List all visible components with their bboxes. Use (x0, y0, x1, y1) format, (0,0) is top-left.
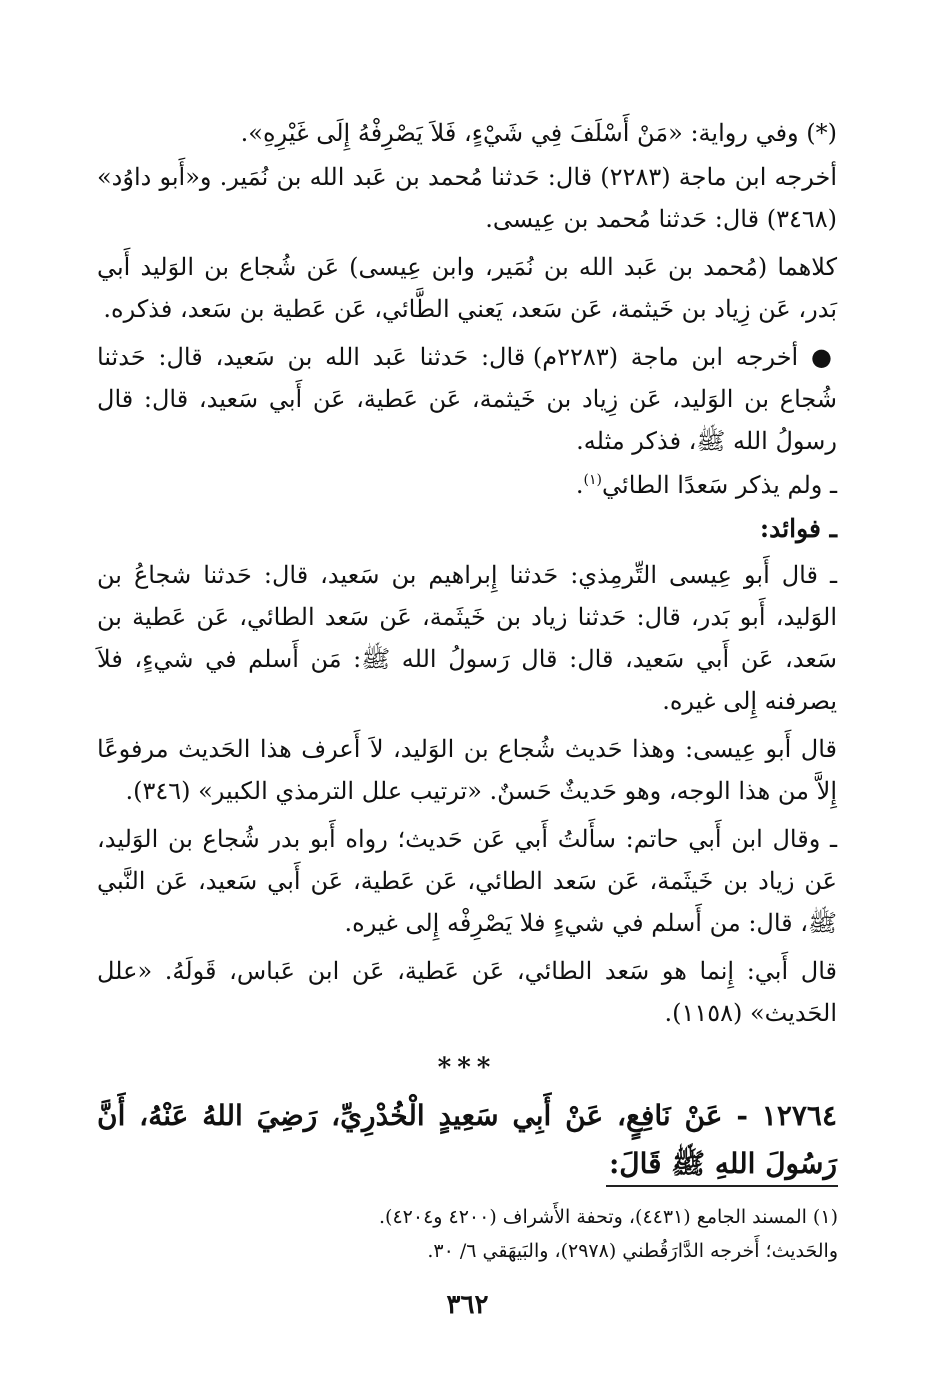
footnotes-section (97, 1200, 838, 1268)
section-separator-stars: *** (437, 1053, 497, 1083)
omission-note-end: . (575, 471, 584, 499)
benefits-heading: ـ فوائد: (759, 514, 837, 543)
footnote-1: (١) المسند الجامع (٤٤٣١)، وتحفة الأَشراف (٤٢٠٠ و٤٢٠٤). (379, 1206, 838, 1228)
ibn-abi-hatim-paragraph: ـ وقال ابن أَبي حاتم: سأَلتُ أَبي عَن حَديث؛ رواه أَبو بدر شُجاع بن الوَليد، عَن زياد بن خَيثَمة، عَن سَعد الطائي، عَن عَطية، عَن أَبي سَعيد، عَن النَّبي ﷺ، قال: من أَسلم في شيءٍ فلا يَصْرِفْه إِلى غيره. (97, 825, 837, 937)
chain-summary-paragraph: كلاهما (مُحمد بن عَبد الله بن نُمَير، وابن عِيسى) عَن شُجاع بن الوَليد أَبي بَدر، عَن زِياد بن خَيثمة، عَن سَعد، يَعني الطَّائي، عَن عَطية بن سَعد، فذكره. (97, 253, 837, 323)
omission-note-text: ـ ولم يذكر سَعدًا الطائي (602, 471, 837, 499)
tirmidhi-paragraph: ـ قال أَبو عِيسى التِّرمِذي: حَدثنا إِبراهيم بن سَعيد، قال: حَدثنا شجاعُ بن الوَليد، أَبو بَدر، قال: حَدثنا زياد بن خَيثَمة، عَن سَعد الطائي، عَن عَطية بن سَعد، عَن أَبي سَعيد، قال: قال رَسولُ الله ﷺ: مَن أَسلم في شيءٍ، فلاَ يصرفنه إِلى غيره. (97, 561, 838, 715)
father-answer-paragraph: قال أَبي: إِنما هو سَعد الطائي، عَن عَطية، عَن ابن عَباس، قَولَهُ. «علل الحَديث» (١١٥٨). (97, 957, 837, 1027)
footnote-reference: (١) (583, 472, 603, 488)
hadith-heading: ١٢٧٦٤ - عَنْ نَافِعٍ، عَنْ أَبِي سَعِيدٍ الْخُدْرِيِّ، رَضِيَ اللهُ عَنْهُ، أَنَّ رَسُولَ اللهِ ﷺ قَالَ: (97, 1099, 837, 1180)
alternate-narration-paragraph: (*) وفي رواية: «مَنْ أَسْلَفَ فِي شَيْءٍ، فَلاَ يَصْرِفْهُ إِلَى غَيْرِهِ». (240, 119, 837, 147)
tirmidhi-comment-paragraph: قال أَبو عِيسى: وهذا حَديث شُجاع بن الوَليد، لاَ أَعرف هذا الحَديث مرفوعًا إِلاَّ من هذا الوجه، وهو حَديثٌ حَسنٌ. «ترتيب علل الترمذي الكبير» (٣٤٦). (97, 735, 837, 805)
footnote-1-continued: والحَديث؛ أَخرجه الدَّارَقُطني (٢٩٧٨)، والبَيهَقي ٦/ ٣٠. (427, 1240, 838, 1262)
omission-note-paragraph (97, 464, 837, 506)
ibn-majah-citation-paragraph: أخرجه ابن ماجة (٢٢٨٣) قال: حَدثنا مُحمد بن عَبد الله بن نُمَير. و«أَبو داوُد» (٣٤٦٨) قال: حَدثنا مُحمد بن عِيسى. (97, 163, 838, 233)
page-number: ٣٦٢ (446, 1290, 489, 1320)
footnote-divider (606, 1185, 838, 1187)
second-chain-paragraph: ● أخرجه ابن ماجة (٢٢٨٣م) قال: حَدثنا عَبد الله بن سَعيد، قال: حَدثنا شُجاع بن الوَليد، عَن زِياد بن خَيثمة، عَن عَطية، عَن أَبي سَعيد، قال: قال رسولُ الله ﷺ، فذكر مثله. (97, 343, 837, 455)
